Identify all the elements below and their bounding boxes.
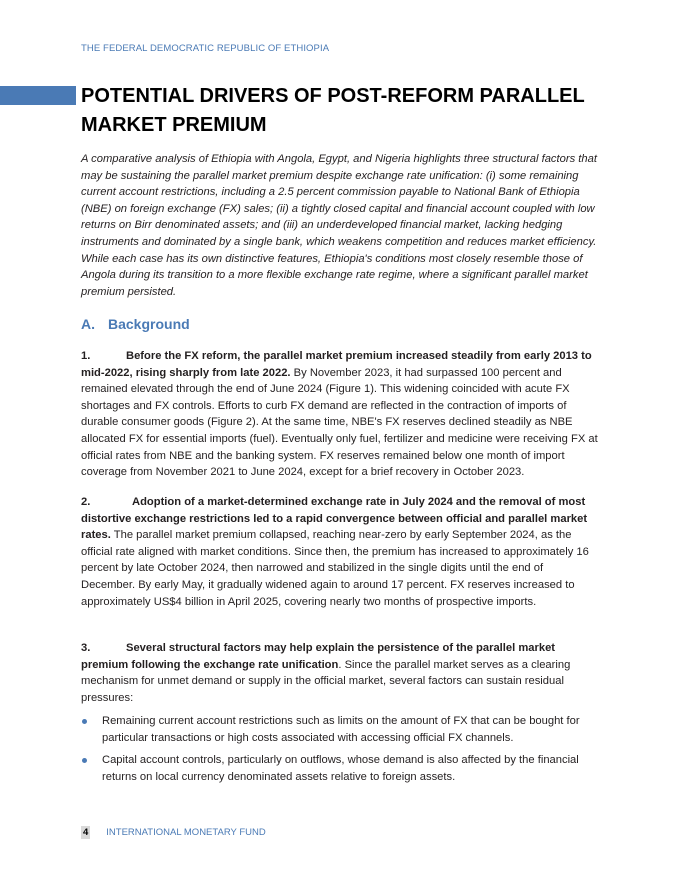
paragraph-body: . Since the parallel market serves as a clearing mechanism for unmet demand or supply in the official market, several factors can sustain residual pressures: [81,658,571,704]
list-item [81,713,599,746]
page-title [81,82,641,140]
paragraph-lead: Before the FX reform, the parallel market premium increased steadily from early 2013 to mid-2022, rising sharply from late 2022. [81,350,592,379]
paragraph-1 [81,348,599,481]
paragraph-number: 2. [81,496,91,508]
page-footer [81,826,266,839]
bullet-list [81,713,599,791]
running-head: THE FEDERAL DEMOCRATIC REPUBLIC OF ETHIOPIA [81,43,330,54]
paragraph-2 [81,494,599,610]
bullet-icon [82,719,87,724]
section-heading [81,316,190,332]
page-number: 4 [83,827,89,838]
paragraph-number: 1. [81,350,91,362]
section-letter: A. [81,316,95,332]
paragraph-body: The parallel market premium collapsed, reaching near-zero by early September 2024, as the official rate aligned with market conditions. Since then, the premium has increased to approximately 16 percent by late October 2024, then narrowed and stabilized in the single digits until the end of December. By early May, it gradually widened again to around 17 percent. FX reserves increased to approximately US$4 billion in April 2025, covering nearly two months of prospective imports. [81,529,589,608]
page-title-line-1: POTENTIAL DRIVERS OF POST-REFORM PARALLEL [81,85,585,107]
page-title-line-2: MARKET PREMIUM [81,114,267,136]
abstract: A comparative analysis of Ethiopia with Angola, Egypt, and Nigeria highlights three structural factors that may be sustaining the parallel market premium despite exchange rate unification: (i) some remaining current account restrictions, including a 2.5 percent commission payable to National Bank of Ethiopia (NBE) on foreign exchange (FX) sales; (ii) a tightly closed capital and financial account coupled with low returns on Birr denominated assets; and (iii) an underdeveloped financial market, lacking hedging instruments and dominated by a single bank, which weakens competition and reduces market efficiency. While each case has its own distinctive features, Ethiopia's conditions most closely resemble those of Angola during its transition to a more flexible exchange rate regime, where a significant parallel market premium persisted. [81,153,597,298]
list-item-text: Capital account controls, particularly on outflows, whose demand is also affected by the financial returns on local currency denominated assets relative to foreign assets. [102,754,579,783]
title-accent-bar [0,86,76,105]
list-item-text: Remaining current account restrictions such as limits on the amount of FX that can be bought for particular transactions or high costs associated with accessing official FX channels. [102,715,580,744]
footer-org: INTERNATIONAL MONETARY FUND [106,827,266,838]
bullet-icon [82,758,87,763]
paragraph-lead: Adoption of a market-determined exchange rate in July 2024 and the removal of most distortive exchange restrictions led to a rapid convergence between official and parallel market rates. [81,496,588,542]
paragraph-body: By November 2023, it had surpassed 100 percent and remained elevated through the end of June 2024 (Figure 1). This widening coincided with acute FX shortages and FX controls. Efforts to curb FX demand are reflected in the contraction of imports of durable consumer goods (Figure 2). At the same time, NBE's FX reserves declined steadily as NBE allocated FX for essential imports (fuel). Eventually only fuel, fertilizer and medicine were receiving FX at official rates from NBE and the banking system. FX reserves remained below one month of import coverage from November 2021 to June 2024, except for a brief recovery in October 2023. [81,366,598,479]
paragraph-lead: Several structural factors may help explain the persistence of the parallel market premium following the exchange rate unification [81,642,556,671]
list-item [81,752,599,785]
paragraph-3 [81,640,599,706]
paragraph-number: 3. [81,642,91,654]
section-title: Background [108,316,190,332]
